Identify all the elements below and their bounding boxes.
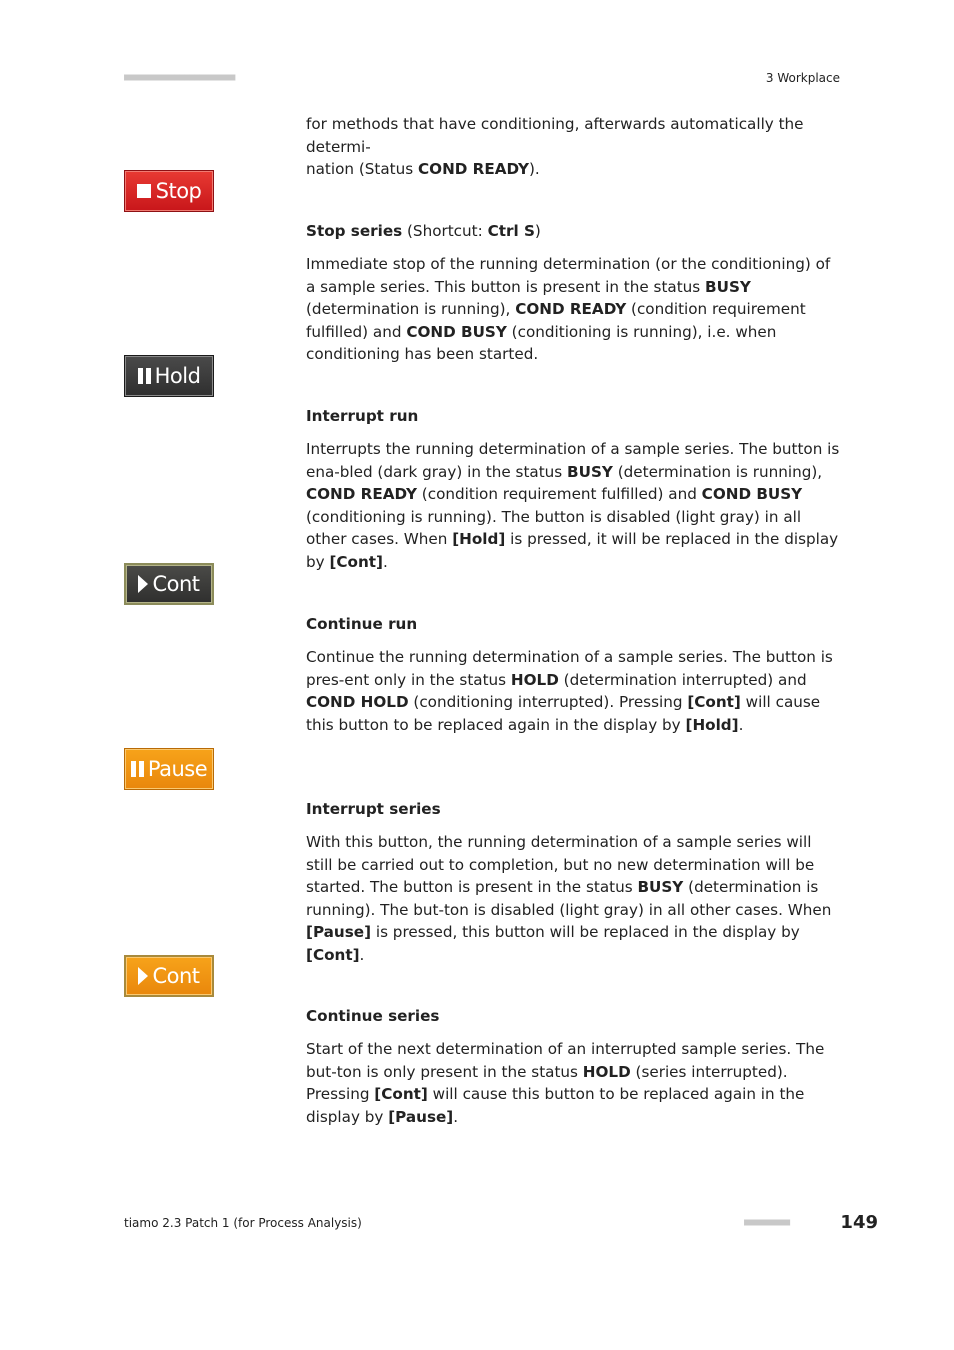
bold-run: BUSY [705, 277, 751, 296]
text-run: will cause this button to be replaced again in the display by [306, 693, 821, 734]
cont-series-button[interactable] [124, 955, 214, 997]
stop-series-heading [306, 222, 541, 240]
bold-run: [Hold] [685, 715, 739, 734]
text-run: (conditioning interrupted). Pressing [408, 693, 688, 712]
bold-run: HOLD [582, 1062, 631, 1081]
play-icon [138, 967, 148, 985]
continue-series-description [306, 1038, 842, 1128]
text-run: . [359, 945, 365, 964]
shortcut-suffix: ) [534, 222, 541, 240]
text-run: (determination is running), [306, 300, 516, 319]
continue-run-description [306, 646, 842, 736]
bold-run: [Pause] [388, 1107, 454, 1126]
bold-run: COND READY [515, 300, 627, 319]
interrupt-run-description [306, 438, 842, 574]
bold-run: [Cont] [374, 1085, 428, 1104]
stop-series-description [306, 253, 842, 366]
continue-run-heading: Continue run [306, 615, 418, 633]
text-run: (conditioning is running), i.e. when conditioning has been started. [306, 322, 777, 364]
bold-run: HOLD [510, 670, 559, 689]
text-run: will cause this button to be replaced again in the display by [306, 1085, 805, 1126]
bold-run: [Cont] [329, 552, 384, 571]
text-run: (condition requirement fulfilled) and [306, 300, 806, 341]
text-run: Continue the running determination of a sample series. The button is pres-ent only in the status [306, 648, 833, 689]
header-decoration: ■■■■■■■■■■■■■■■■■■■■■■ [124, 72, 235, 83]
stop-button-label: Stop [155, 179, 202, 203]
text-run: Interrupts the running determination of a sample series. The button is ena-bled (dark gray) in the status [306, 440, 840, 481]
bold-run: BUSY [567, 462, 613, 481]
interrupt-series-heading: Interrupt series [306, 800, 441, 818]
pause-bars-icon [138, 368, 151, 384]
hold-button[interactable] [124, 355, 214, 397]
interrupt-series-description [306, 831, 842, 967]
shortcut-prefix: (Shortcut: [402, 222, 488, 240]
text-run: (conditioning is running). The button is disabled (light gray) in all other cases. When [306, 507, 802, 549]
intro-paragraph [306, 113, 842, 181]
text-run: . [738, 715, 744, 734]
text-run: is pressed, it will be replaced in the display by [306, 530, 839, 571]
bold-run: COND BUSY [406, 322, 507, 341]
text-run: Immediate stop of the running determination (or the conditioning) of a sample series. This button is present in the status [306, 255, 831, 296]
text-run: . [383, 552, 388, 571]
stop-icon [137, 184, 151, 198]
bold-run: [Cont] [306, 945, 360, 964]
bold-run: COND READY [306, 485, 417, 504]
intro-text-3: ). [529, 160, 540, 179]
text-run: is pressed, this button will be replaced in the display by [371, 923, 800, 942]
pause-bars-icon [131, 761, 144, 777]
pause-button[interactable] [124, 748, 214, 790]
intro-text-1: for methods that have conditioning, afterwards automatically the determi- [306, 115, 804, 156]
bold-run: [Hold] [452, 530, 506, 549]
hold-button-label: Hold [154, 364, 201, 388]
text-run: (determination is running), [612, 462, 823, 481]
pause-button-label: Pause [147, 757, 208, 781]
bold-run: [Pause] [306, 923, 372, 942]
shortcut-keys: Ctrl S [487, 222, 535, 240]
stop-button[interactable] [124, 170, 214, 212]
intro-text-2: nation (Status [306, 160, 419, 179]
cont-series-button-label: Cont [152, 964, 200, 988]
bold-run: COND HOLD [306, 693, 409, 712]
text-run: Start of the next determination of an interrupted sample series. The but-ton is only present in the status [306, 1040, 825, 1081]
text-run: (condition requirement fulfilled) and [416, 485, 702, 504]
stop-series-title: Stop series [306, 222, 403, 240]
bold-run: COND BUSY [701, 485, 803, 504]
bold-run: BUSY [637, 878, 684, 897]
page-number: 149 [840, 1212, 878, 1233]
continue-series-heading: Continue series [306, 1007, 440, 1025]
intro-bold-1: COND READY [418, 160, 529, 179]
text-run: (series interrupted). Pressing [306, 1062, 788, 1104]
footer-product-name: tiamo 2.3 Patch 1 (for Process Analysis) [124, 1216, 362, 1230]
bold-run: [Cont] [687, 693, 741, 712]
cont-run-button[interactable] [124, 563, 214, 605]
text-run: . [453, 1107, 459, 1126]
header-section-title: 3 Workplace [765, 71, 840, 85]
text-run: With this button, the running determination of a sample series will still be carried out to completion, but no new determination will be started. The button is present in the status [306, 833, 815, 897]
text-run: (determination is running). The but-ton is disabled (light gray) in all other cases. When [306, 878, 832, 919]
cont-run-button-label: Cont [152, 572, 200, 596]
play-icon [138, 575, 148, 593]
footer-decoration: ■■■■■■■■■ [744, 1217, 790, 1228]
interrupt-run-heading: Interrupt run [306, 407, 419, 425]
text-run: (determination interrupted) and [558, 670, 807, 689]
